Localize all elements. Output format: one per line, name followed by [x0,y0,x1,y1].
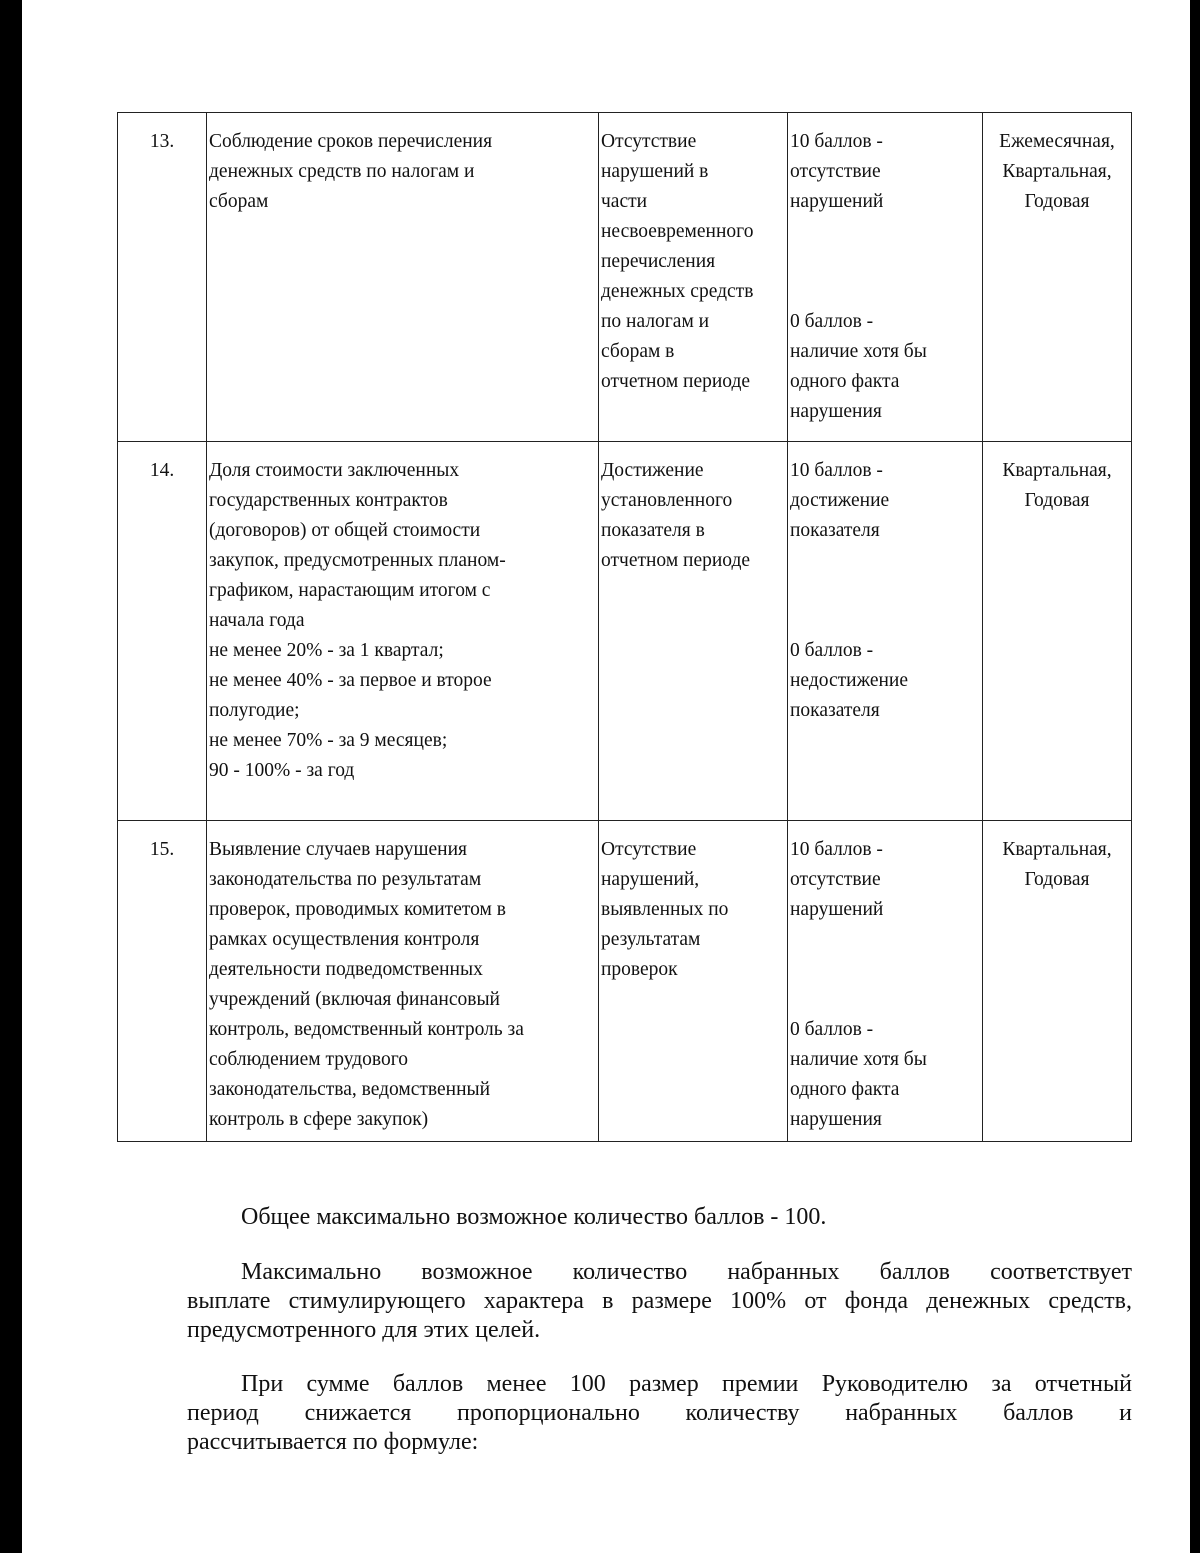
text-line: Отсутствие [601,131,697,152]
text-line: денежных средств [601,281,754,302]
row-number: 13. [118,113,207,442]
criteria-table [117,112,1132,1142]
text-line: 90 - 100% - за год [209,760,355,781]
text-line: денежных средств по налогам и [209,161,475,182]
text-line: государственных контрактов [209,490,448,511]
text-line: Отсутствие [601,839,697,860]
text-line: перечисления [601,251,716,272]
text-line: начала года [209,610,305,631]
table-row [118,821,1132,1142]
spacer [790,546,980,636]
periodicity-cell [983,821,1132,1142]
text-line: нарушений [790,899,884,920]
text-line: Квартальная, [1002,460,1112,481]
paragraph-text: Общее максимально возможное количество баллов - 100. [241,1204,827,1230]
paragraph-line: предусмотренного для этих целей. [187,1317,541,1343]
scan-right-edge [1190,0,1200,1553]
text-line: соблюдением трудового [209,1049,408,1070]
spacer [790,217,980,307]
criterion-cell [207,821,599,1142]
text-line: наличие хотя бы [790,1049,927,1070]
text-line: не менее 20% - за 1 квартал; [209,640,444,661]
text-line: отсутствие [790,869,881,890]
text-line: 10 баллов - [790,839,883,860]
criterion-cell [207,442,599,821]
text-line: показателя [790,700,880,721]
score-cell [788,442,983,821]
text-line: 10 баллов - [790,131,883,152]
text-line: законодательства по результатам [209,869,482,890]
text-line: Годовая [1024,191,1090,212]
text-line: показателя в [601,520,705,541]
text-line: закупок, предусмотренных планом- [209,550,506,571]
table-row [118,442,1132,821]
text-line: одного факта [790,1079,900,1100]
max-points-paragraph [187,1258,1132,1345]
condition-cell [599,442,788,821]
text-line: контроль, ведомственный контроль за [209,1019,524,1040]
text-line: недостижение [790,670,908,691]
text-line: Годовая [1024,869,1090,890]
row-number: 14. [118,442,207,821]
paragraph-line [187,1370,1132,1399]
text-line: не менее 70% - за 9 месяцев; [209,730,448,751]
paragraph-text: При сумме баллов менее 100 размер премии Руководителю за отчетный [241,1371,1132,1397]
text-line: Соблюдение сроков перечисления [209,131,493,152]
text-line: рамках осуществления контроля [209,929,480,950]
text-line: Выявление случаев нарушения [209,839,467,860]
text-line: сборам в [601,341,675,362]
text-line: одного факта [790,371,900,392]
score-cell [788,113,983,442]
text-line: Годовая [1024,490,1090,511]
text-line: Квартальная, [1002,839,1112,860]
periodicity-cell [983,442,1132,821]
text-line: нарушения [790,1109,882,1130]
text-line: проверок [601,959,678,980]
text-line: законодательства, ведомственный [209,1079,491,1100]
text-line: отсутствие [790,161,881,182]
paragraph-text: Максимально возможное количество набранных баллов соответствует [241,1259,1132,1285]
text-line: Ежемесячная, [999,131,1115,152]
text-line: 0 баллов - [790,311,874,332]
text-line: по налогам и [601,311,710,332]
row-number: 15. [118,821,207,1142]
text-line: графиком, нарастающим итогом с [209,580,491,601]
text-line: 0 баллов - [790,640,874,661]
text-line: Квартальная, [1002,161,1112,182]
score-cell [788,821,983,1142]
text-line: нарушения [790,401,882,422]
text-line: отчетном периоде [601,550,751,571]
text-line: Доля стоимости заключенных [209,460,460,481]
text-line: Достижение [601,460,704,481]
text-line: установленного [601,490,733,511]
text-line: наличие хотя бы [790,341,927,362]
paragraph-line: рассчитывается по формуле: [187,1429,479,1455]
text-line: достижение [790,490,890,511]
text-line: деятельности подведомственных [209,959,483,980]
table-row [118,113,1132,442]
spacer [790,925,980,1015]
scan-left-edge [0,0,22,1553]
text-line: части [601,191,648,212]
total-points-paragraph [187,1203,1132,1232]
condition-cell [599,113,788,442]
text-line: нарушений [790,191,884,212]
criterion-cell [207,113,599,442]
paragraph-line: период снижается пропорционально количеству набранных баллов и [187,1400,1132,1426]
text-line: результатам [601,929,701,950]
paragraph-line [187,1258,1132,1287]
text-line: показателя [790,520,880,541]
paragraph-line: выплате стимулирующего характера в размере 100% от фонда денежных средств, [187,1288,1132,1314]
text-line: выявленных по [601,899,729,920]
text-line: несвоевременного [601,221,754,242]
text-line: (договоров) от общей стоимости [209,520,481,541]
condition-cell [599,821,788,1142]
text-line: проверок, проводимых комитетом в [209,899,506,920]
text-line: не менее 40% - за первое и второе [209,670,492,691]
periodicity-cell [983,113,1132,442]
text-line: контроль в сфере закупок) [209,1109,429,1130]
text-line: 10 баллов - [790,460,883,481]
reduction-paragraph [187,1370,1132,1457]
text-line: 0 баллов - [790,1019,874,1040]
text-line: полугодие; [209,700,300,721]
text-line: сборам [209,191,269,212]
text-line: нарушений в [601,161,709,182]
text-line: нарушений, [601,869,700,890]
text-line: учреждений (включая финансовый [209,989,500,1010]
text-line: отчетном периоде [601,371,751,392]
